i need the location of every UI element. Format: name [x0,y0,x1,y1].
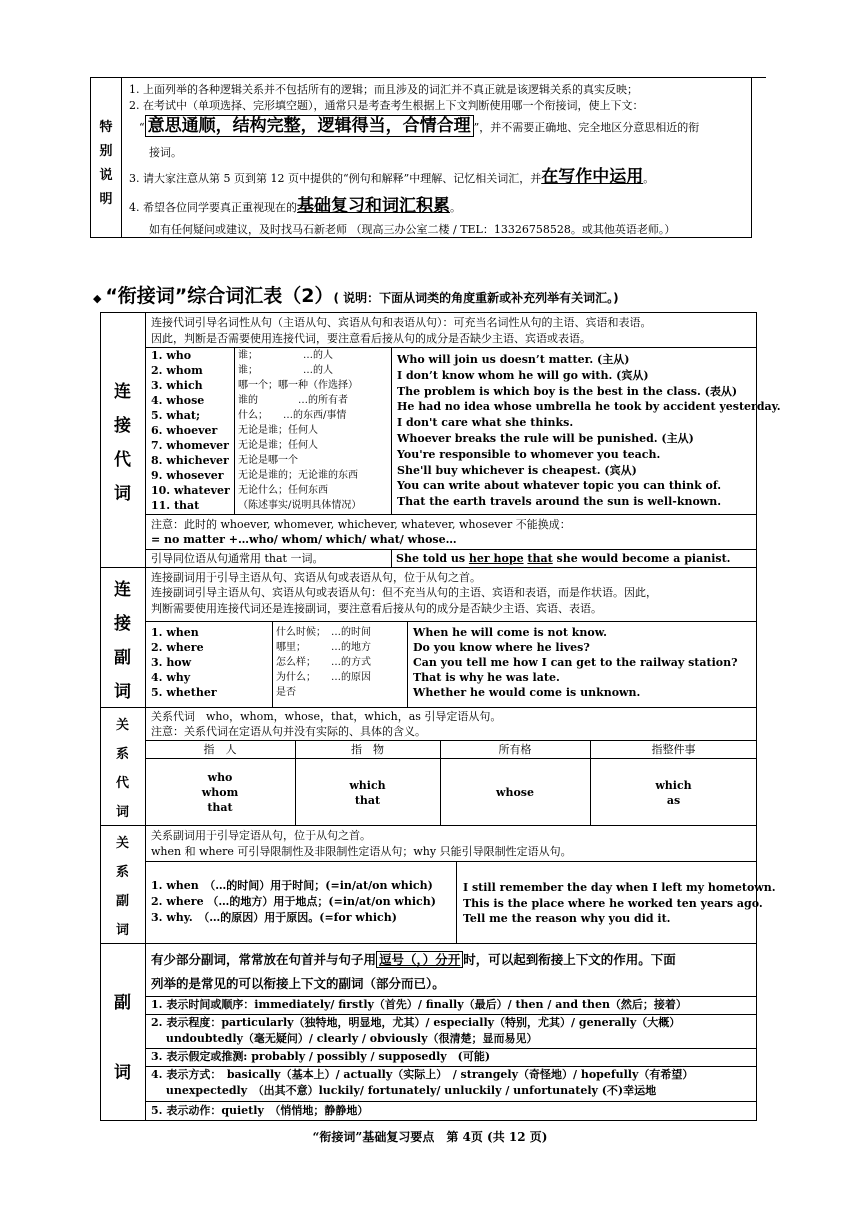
note-item-1: 1. 上面列举的各种逻辑关系并不包括所有的逻辑；而且涉及的词汇并不真正就是该逻辑关系的真实反映； [129,83,638,96]
conj-pronoun-intro-2: 因此，判断是否需要使用连接代词，要注意看后接从句的成分是否缺少主语、宾语或表语。 [151,332,591,345]
word-item: 1. when [151,626,199,639]
rel-word: who [207,771,233,784]
conj-pronoun-note-1: 注意：此时的 whoever, whomever, whichever, whatever, whosever 不能换成： [151,518,571,531]
word-item: 7. whomever [151,439,229,452]
col-divider [407,621,408,707]
appositive-example-c: she would become a pianist. [552,552,731,565]
conj-pronoun-meanings [238,348,361,513]
note-item-3-text: 3. 请大家注意从第 5 页到第 12 页中提供的“例句和解释”中理解、记忆相关词汇，并 [129,172,542,185]
conj-adverb-examples [413,625,738,700]
example-sentence: When he will come is not know. [413,626,607,639]
example-sentence: You're responsible to whomever you teach. [397,447,661,461]
word-item: 9. whosever [151,469,224,482]
rel-pronoun-intro-2: 注意：关系代词在定语从句并没有实际的、具体的含义。 [151,725,426,738]
meaning-item: 无论是谁；任何人 [238,440,318,451]
rel-word: which [349,779,386,792]
conj-pronoun-label-1: 连 [114,382,131,402]
adverb-row-1: 1. 表示时间或顺序：immediately/ firstly（首先）/ finally（最后）/ then / and then（然后；接着） [151,998,687,1011]
section-title-main: “衔接词”综合词汇表（2） [105,285,334,307]
adverb-row-4a: 4. 表示方式： basically（基本上）/ actually（实际上） / strangely（奇怪地）/ hopefully（有希望） [151,1068,694,1081]
adverb-label-2: 词 [114,1063,131,1083]
rel-adverb-label-3: 副 [115,894,129,909]
appositive-example-that: that [527,552,553,565]
row-divider [145,549,757,550]
word-item: 2. where [151,641,204,654]
rel-adverb-item: 2. where （…的地方）用于地点；(=in/at/on which) [151,895,436,908]
meaning-item: 为什么； …的原因 [276,672,371,683]
example-sentence: You can write about whatever topic you can think of. [397,479,722,493]
rel-pronoun-label-1: 关 [115,718,129,733]
example-sentence: Whether he would come is unknown. [413,686,641,699]
row-divider [145,347,757,348]
note-item-4 [129,196,461,216]
example-sentence: This is the place where he worked ten years ago. [463,896,763,910]
adverb-row-2b: undoubtedly（毫无疑问）/ clearly / obviously（很清楚；显而易见） [151,1032,538,1045]
conj-pronoun-words [151,348,230,513]
rel-col-possessive [440,785,590,800]
rel-pronoun-intro-1: 关系代词 who，whom，whose，that，which，as 引导定语从句。 [151,710,502,723]
rel-col-thing [295,778,440,808]
meaning-item: 无论是谁的；无论谁的东西 [238,470,358,481]
rel-adverb-items [151,878,436,926]
section-divider [100,707,757,708]
note-item-2b [139,116,700,136]
conj-pronoun-label-3: 代 [114,450,131,470]
meaning-item: 哪里； …的地方 [276,642,371,653]
meaning-item: 谁； …的人 [238,350,333,361]
example-sentence: Whoever breaks the rule will be punished. (主从) [397,431,694,445]
special-note-label-4: 明 [99,192,113,207]
conj-adverb-meanings [276,625,371,700]
rel-adverb-label-4: 词 [115,923,129,938]
note-item-4-end: 。 [450,201,461,214]
note-item-3-end: 。 [643,172,655,185]
example-sentence: Can you tell me how I can get to the railway station? [413,656,738,669]
rel-header-person: 指 人 [203,743,237,756]
rel-header-whole-thing: 指整件事 [651,743,696,756]
section-divider [100,567,757,568]
word-item: 8. whichever [151,454,229,467]
note-item-3-emphasis: 在写作中运用 [541,167,644,187]
example-sentence: Tell me the reason why you did it. [463,912,671,925]
note-boxed-phrase: 意思通顺，结构完整，逻辑得当，合情合理 [145,115,474,137]
conj-adverb-label-cell [100,567,146,707]
example-sentence: I don’t know whom he will go with. (宾从) [397,368,649,382]
word-item: 3. how [151,656,192,669]
example-sentence: The problem is which boy is the best in the class. (表从) [397,384,738,398]
example-sentence: That is why he was late. [413,671,560,684]
special-note-label-3: 说 [99,168,113,183]
example-sentence: Do you know where he lives? [413,641,590,654]
rel-word: which [655,779,692,792]
special-note-label-1: 特 [99,120,113,135]
rel-col-person [145,770,295,815]
adverb-intro-b: 时，可以起到衔接上下文的作用。下面 [463,952,676,967]
meaning-item: 是否 [276,687,296,698]
word-item: 5. whether [151,686,217,699]
rel-col-whole-thing [590,778,757,808]
rel-adverb-item: 1. when （…的时间）用于时间；(=in/at/on which) [151,879,433,892]
col-divider [391,549,392,567]
meaning-item: 无论是谁；任何人 [238,425,318,436]
note-item-4-emphasis: 基础复习和词汇积累 [297,196,450,216]
appositive-note: 引导同位语从句通常用 that 一词。 [151,552,324,565]
conj-adverb-intro-3: 判断需要使用连接代词还是连接副词，要注意看后接从句的成分是否缺少主语、宾语、表语。 [151,602,602,615]
col-divider [391,347,392,514]
adverb-intro-comma: 逗号（，）分开 [376,951,463,968]
section-bullet: ◆ [93,292,102,305]
appositive-example [396,551,731,566]
rel-adverb-label-2: 系 [115,865,129,880]
rel-word: that [207,801,233,814]
page-footer: “衔接词”基础复习要点 第 4页 (共 12 页) [312,1130,548,1144]
rel-word: whom [201,786,239,799]
note-item-2b-rest: ”，并不需要正确地、完全地区分意思相近的衔 [473,121,700,134]
rel-pronoun-label-4: 词 [115,805,129,820]
conj-adverb-intro-2: 连接副词引导主语从句、宾语从句或表语从句：但不充当从句的主语、宾语和表语，而是作状语。因此， [151,586,657,599]
note-item-5: 如有任何疑问或建议，及时找马石新老师 （现高三办公室二楼 / TEL：13326758528。或其他英语老师。） [149,223,676,236]
section-divider [100,943,757,944]
example-sentence: He had no idea whose umbrella he took by accident yesterday. [397,400,781,414]
conj-adverb-label-3: 副 [114,648,131,668]
example-sentence: I still remember the day when I left my hometown. [463,881,776,894]
adverb-label-cell [100,943,146,1121]
row-divider [145,740,757,741]
meaning-item: 哪一个；哪一种（作选择） [238,380,358,391]
conj-pronoun-note-2: = no matter +…who/ whom/ which/ what/ whose… [151,533,457,546]
col-divider [456,861,457,943]
special-note-label-2: 别 [99,144,113,159]
rel-adverb-intro-2: when 和 where 可引导限制性及非限制性定语从句；why 只能引导限制性定语从句。 [151,845,572,858]
adverb-row-5: 5. 表示动作：quietly （悄悄地；静静地） [151,1104,369,1117]
special-note-label-cell [91,78,122,237]
conj-pronoun-label-cell [100,312,146,567]
col-divider [234,347,235,514]
meaning-item: 无论什么；任何东西 [238,485,328,496]
section-divider [100,825,757,826]
meaning-item: 谁； …的人 [238,365,333,376]
section-title-note: ( 说明：下面从词类的角度重新或补充列举有关词汇。) [333,291,619,305]
rel-adverb-label-1: 关 [115,836,129,851]
conj-adverb-label-4: 词 [114,682,131,702]
col-divider [272,621,273,707]
word-item: 2. whom [151,364,203,377]
adverb-intro-a: 有少部分副词，常常放在句首并与句子用 [151,952,377,967]
adverb-row-3: 3. 表示假定或推测: probably / possibly / supposedly (可能) [151,1050,491,1063]
conj-pronoun-intro-1: 连接代词引导名词性从句（主语从句、宾语从句和表语从句）：可充当名词性从句的主语、宾语和表语。 [151,316,652,329]
note-item-2c: 接词。 [149,146,182,159]
meaning-item: （陈述事实/说明具体情况） [238,500,362,511]
note-item-2a: 2. 在考试中（单项选择、完形填空题），通常只是考查考生根据上下文判断使用哪一个衔接词，使上下文： [129,99,644,112]
row-divider [145,514,757,515]
meaning-item: 无论是哪一个 [238,455,298,466]
adverb-row-2a: 2. 表示程度：particularly（独特地，明显地，尤其）/ especially（特别，尤其）/ generally（大概） [151,1016,681,1029]
row-divider [145,861,757,862]
word-item: 11. that [151,499,200,512]
row-divider [145,621,757,622]
example-sentence: I don't care what she thinks. [397,416,574,430]
conj-adverb-label-2: 接 [114,614,131,634]
example-sentence: That the earth travels around the sun is well-known. [397,495,722,509]
meaning-item: 什么； …的东西/事情 [238,410,347,421]
rel-adverb-examples [463,880,776,927]
word-item: 4. whose [151,394,205,407]
word-item: 6. whoever [151,424,218,437]
adverb-row-4b: unexpectedly （出其不意）luckily/ fortunately/ unluckily / unfortunately (不)幸运地 [151,1084,657,1097]
special-note-table [90,77,752,238]
meaning-item: 怎么样； …的方式 [276,657,371,668]
example-sentence: She'll buy whichever is cheapest. (宾从) [397,463,637,477]
conj-adverb-label-1: 连 [114,580,131,600]
word-item: 4. why [151,671,191,684]
appositive-example-a: She told us [396,552,469,565]
rel-adverb-intro-1: 关系副词用于引导定语从句，位于从句之首。 [151,829,371,842]
conj-adverb-words [151,625,217,700]
note-item-3 [129,167,655,187]
appositive-example-noun: her hope [468,552,524,565]
rel-header-possessive: 所有格 [498,743,532,756]
word-item: 1. who [151,349,192,362]
rel-word: whose [496,786,534,799]
adverb-intro [151,948,676,972]
example-sentence: Who will join us doesn’t matter. (主从) [397,353,630,366]
word-item: 5. what; [151,409,201,422]
conj-pronoun-examples [397,352,781,510]
meaning-item: 谁的 …的所有者 [238,395,348,406]
rel-pronoun-label-3: 代 [115,776,129,791]
rel-pronoun-label-2: 系 [115,747,129,762]
adverb-intro-2: 列举的是常见的可以衔接上下文的副词（部分而已）。 [151,976,445,991]
note-quote-open: “ [139,121,145,134]
rel-header-thing: 指 物 [351,743,384,756]
meaning-item: 什么时候； …的时间 [276,627,371,638]
adverb-label-1: 副 [114,993,131,1013]
section-title [93,284,619,311]
rel-adverb-item: 3. why. （…的原因）用于原因。(=for which) [151,911,397,924]
rel-word: that [354,794,381,807]
rel-word: as [666,794,681,807]
note-item-4-text: 4. 希望各位同学要真正重视现在的 [129,201,297,214]
word-item: 10. whatever [151,484,230,497]
conj-adverb-intro-1: 连接副词用于引导主语从句、宾语从句或表语从句，位于从句之首。 [151,571,481,584]
conj-pronoun-label-2: 接 [114,416,131,436]
word-item: 3. which [151,379,203,392]
row-divider [145,758,757,759]
rel-adverb-label-cell [100,825,146,943]
rel-pronoun-label-cell [100,707,146,825]
conj-pronoun-label-4: 词 [114,484,131,504]
row-divider [145,1101,757,1102]
